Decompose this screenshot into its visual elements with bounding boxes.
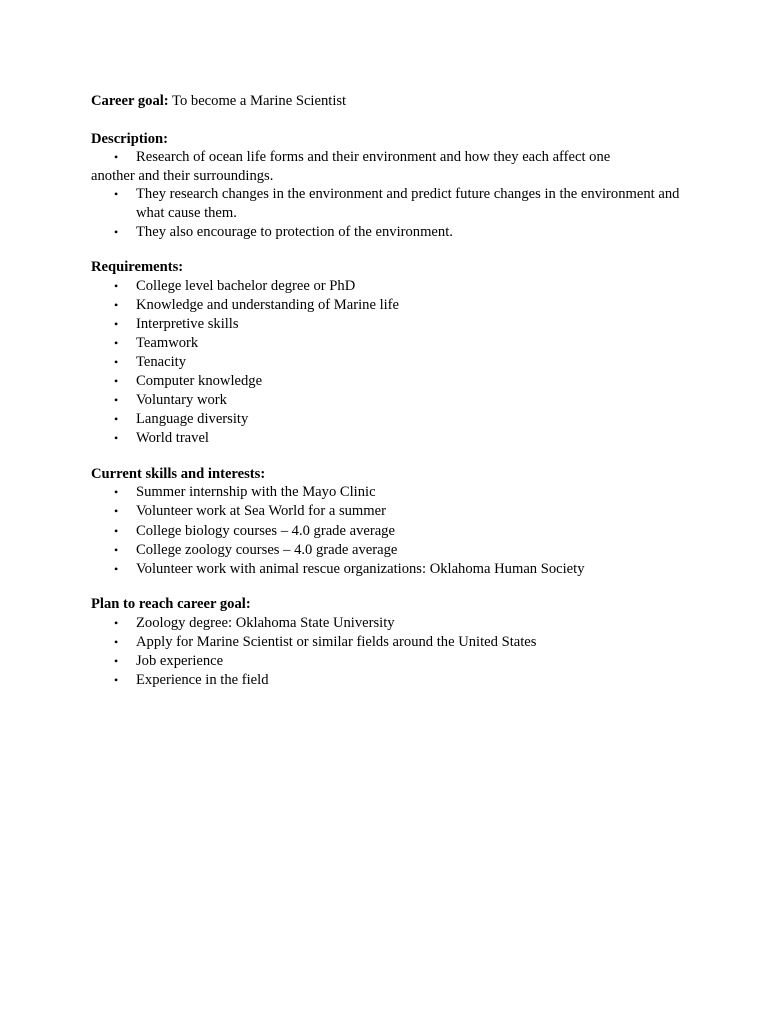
bullet-icon: • — [114, 150, 119, 164]
description-item — [91, 223, 691, 242]
bullet-icon: • — [114, 673, 119, 687]
bullet-icon: • — [114, 504, 119, 519]
plan-section — [91, 595, 691, 689]
requirement-item-text: Language diversity — [136, 411, 249, 428]
requirement-item-text: Knowledge and understanding of Marine life — [136, 296, 400, 313]
requirement-item — [91, 334, 691, 353]
requirement-item-text: Teamwork — [136, 334, 199, 351]
skills-heading: Current skills and interests: — [91, 465, 266, 482]
requirement-item — [91, 391, 691, 410]
skill-item — [91, 560, 691, 579]
requirement-item-text: World travel — [136, 430, 209, 447]
skill-item — [91, 502, 691, 521]
description-section — [91, 130, 691, 242]
bullet-icon: • — [114, 297, 119, 312]
plan-item — [91, 671, 691, 690]
description-item-text: Research of ocean life forms and their environment and how they each affect one another and their surroundings. — [91, 149, 611, 184]
plan-list — [91, 614, 691, 690]
requirement-item — [91, 353, 691, 372]
plan-item — [91, 614, 691, 633]
skill-item-text: Volunteer work at Sea World for a summer — [136, 503, 386, 520]
plan-heading: Plan to reach career goal: — [91, 596, 251, 613]
bullet-icon: • — [114, 561, 119, 576]
bullet-icon: • — [114, 523, 119, 538]
requirement-item — [91, 315, 691, 334]
plan-item — [91, 652, 691, 671]
requirements-section — [91, 258, 691, 448]
requirement-item-text: College level bachelor degree or PhD — [136, 277, 356, 294]
description-item — [91, 185, 681, 222]
skill-item-text: Volunteer work with animal rescue organizations: Oklahoma Human Society — [136, 560, 585, 577]
requirement-item — [91, 410, 691, 429]
requirement-item-text: Voluntary work — [136, 392, 227, 409]
description-item-text: They also encourage to protection of the environment. — [136, 223, 453, 240]
requirement-item-text: Computer knowledge — [136, 373, 263, 390]
bullet-icon: • — [114, 278, 119, 293]
document-page — [91, 92, 691, 707]
bullet-icon: • — [114, 412, 119, 427]
bullet-icon: • — [114, 542, 119, 557]
skill-item-text: College zoology courses – 4.0 grade average — [136, 541, 398, 558]
plan-item-text: Apply for Marine Scientist or similar fields around the United States — [136, 633, 537, 650]
requirements-heading: Requirements: — [91, 259, 184, 276]
requirement-item-text: Tenacity — [136, 353, 187, 370]
description-item — [91, 148, 651, 185]
bullet-icon: • — [114, 653, 119, 668]
description-item-text: They research changes in the environment and predict future changes in the environment and what cause them. — [136, 186, 680, 221]
bullet-icon: • — [114, 431, 119, 446]
bullet-icon: • — [114, 316, 119, 331]
skill-item — [91, 541, 691, 560]
skill-item — [91, 522, 691, 541]
bullet-icon: • — [114, 224, 119, 239]
bullet-icon: • — [114, 615, 119, 630]
description-list — [91, 185, 691, 241]
requirement-item-text: Interpretive skills — [136, 315, 239, 332]
skill-item-text: Summer internship with the Mayo Clinic — [136, 484, 376, 501]
plan-item — [91, 633, 691, 652]
skill-item-text: College biology courses – 4.0 grade average — [136, 522, 395, 539]
bullet-icon: • — [114, 634, 119, 649]
requirement-item — [91, 277, 691, 296]
bullet-icon: • — [114, 485, 119, 500]
requirement-item — [91, 296, 691, 315]
requirements-list — [91, 277, 691, 448]
plan-item-text: Zoology degree: Oklahoma State University — [136, 614, 395, 631]
bullet-icon: • — [114, 335, 119, 350]
plan-item-text: Job experience — [136, 652, 224, 669]
skill-item — [91, 483, 691, 502]
bullet-icon: • — [114, 393, 119, 408]
bullet-icon: • — [114, 187, 119, 201]
bullet-icon: • — [114, 354, 119, 369]
skills-list — [91, 483, 691, 578]
career-goal-line — [91, 92, 691, 111]
description-heading: Description: — [91, 130, 169, 147]
plan-item-text: Experience in the field — [136, 672, 269, 688]
career-goal-label: Career goal: — [91, 93, 169, 109]
requirement-item — [91, 372, 691, 391]
skills-section — [91, 465, 691, 578]
bullet-icon: • — [114, 374, 119, 389]
career-goal-value: To become a Marine Scientist — [168, 93, 347, 109]
requirement-item — [91, 429, 691, 448]
